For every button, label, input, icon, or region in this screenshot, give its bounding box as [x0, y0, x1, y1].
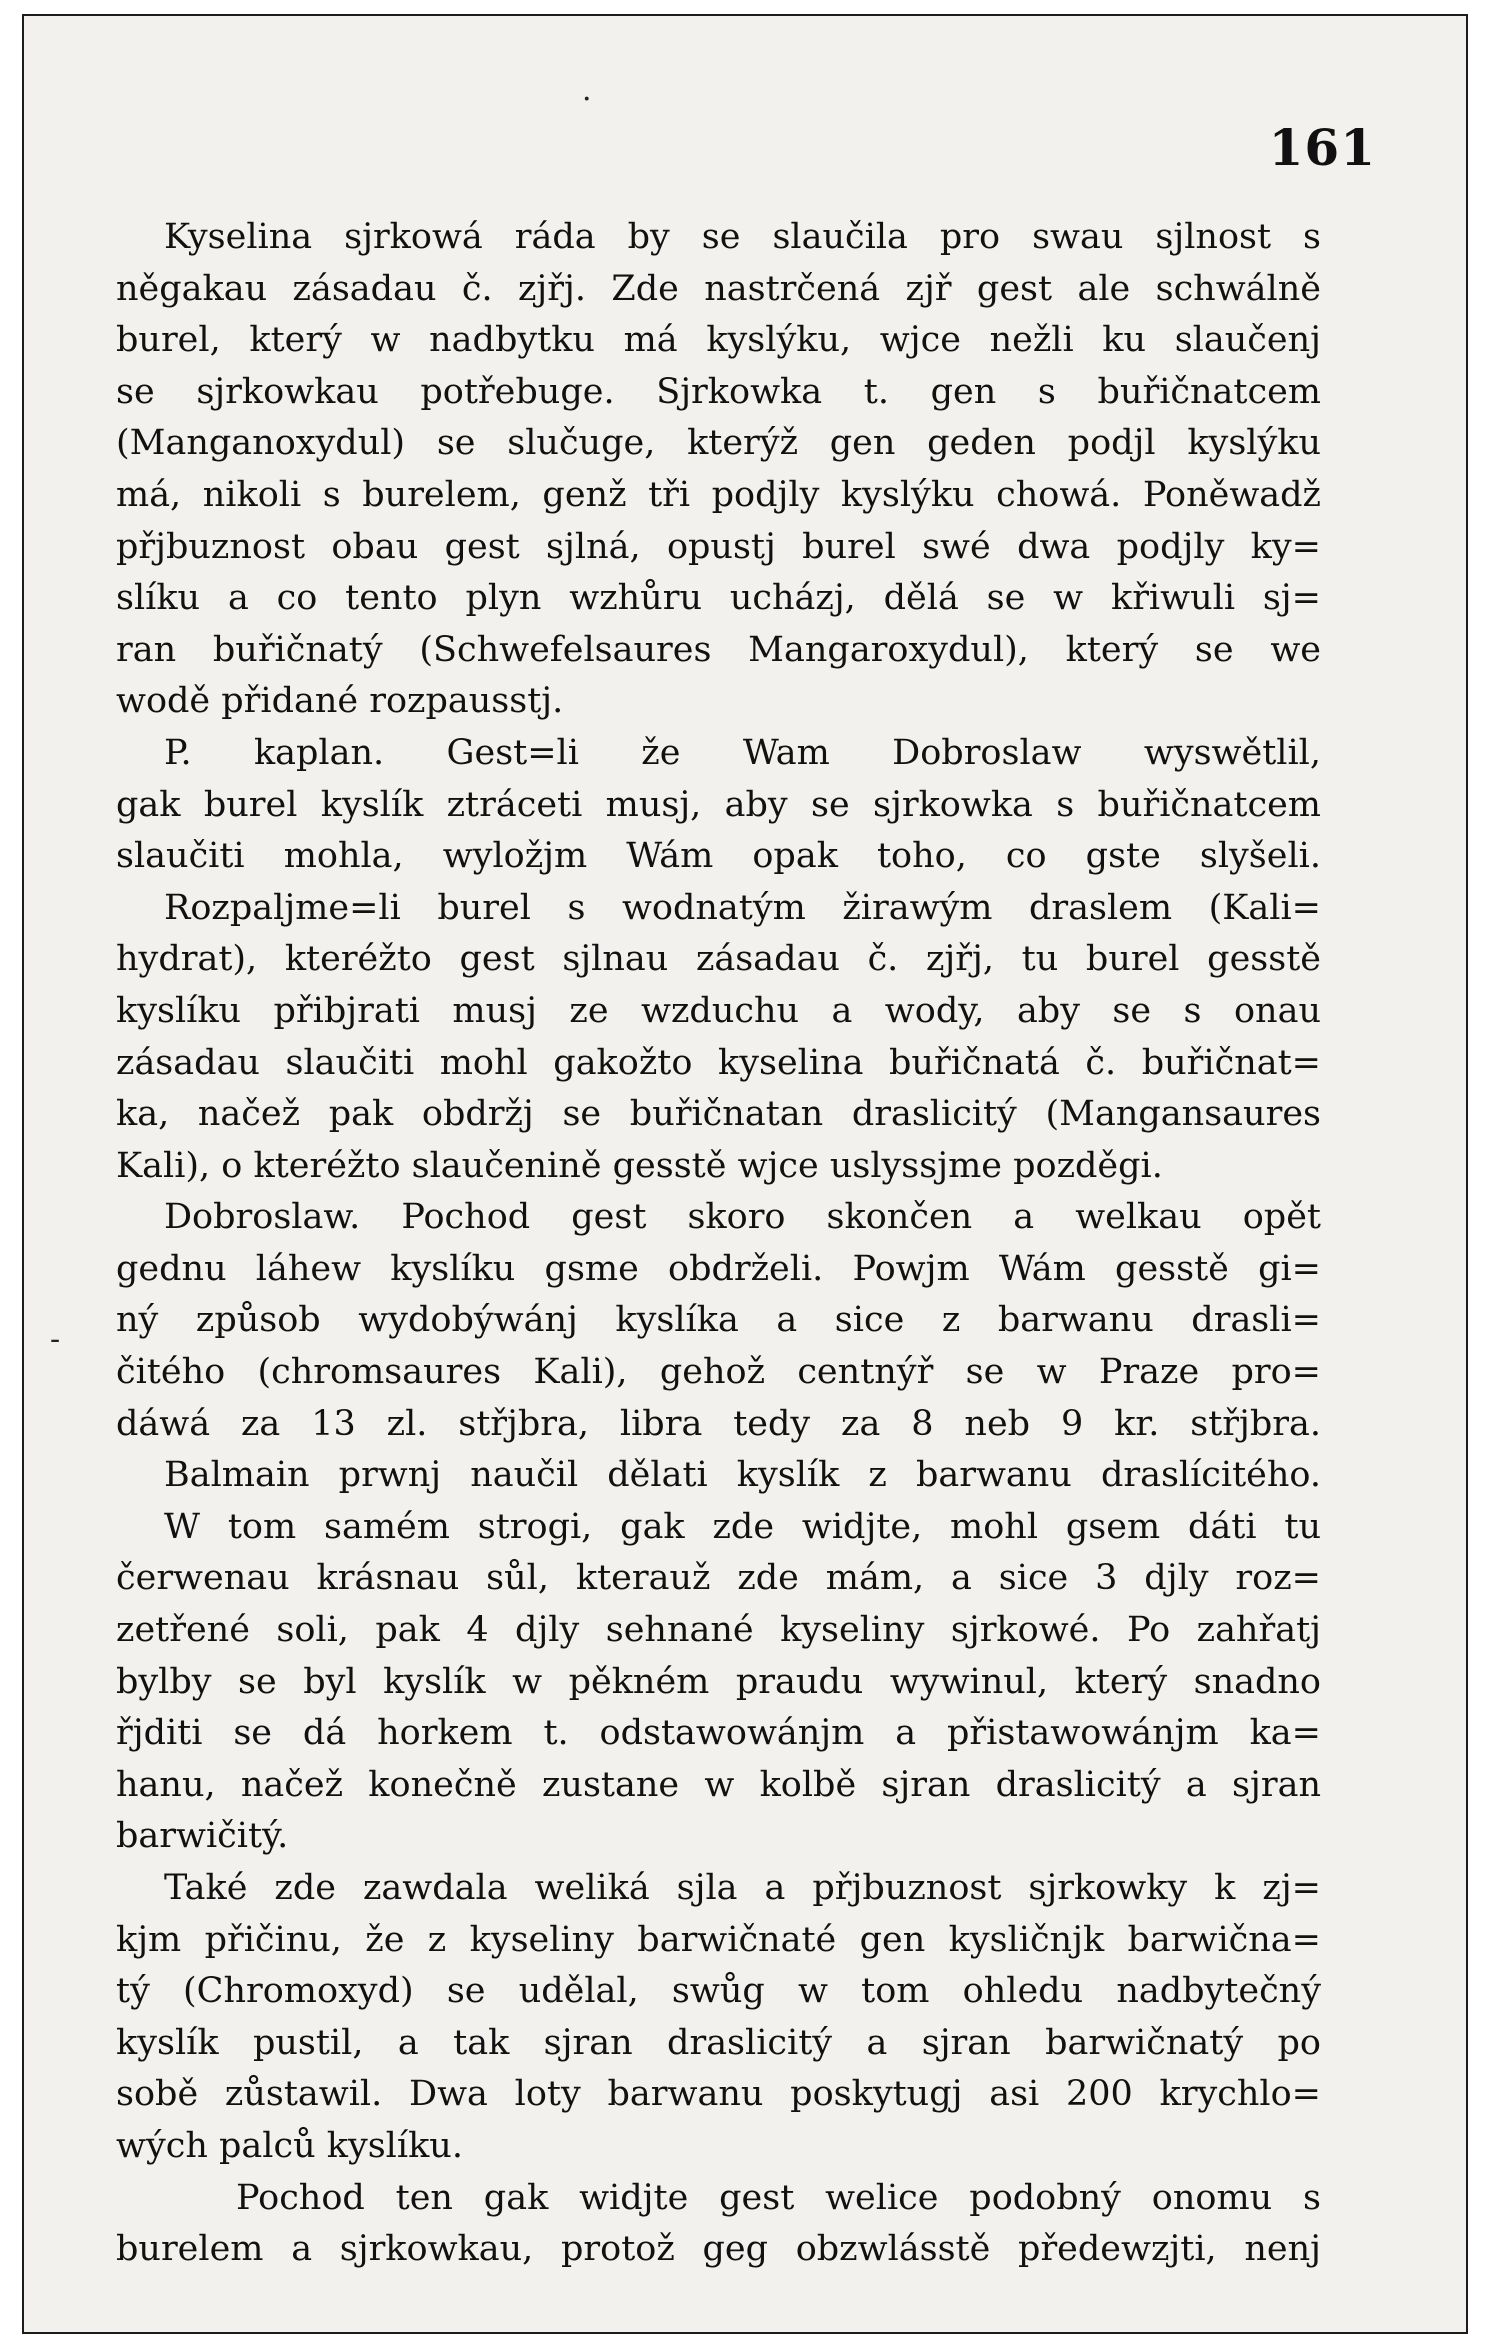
text-line: (Manganoxydul) se slučuge, kterýž gen geden podjl kyslýku — [116, 423, 1321, 464]
text-line: Kali), o kteréžto slaučenině gesstě wjce uslyssjme pozděgi. — [116, 1145, 1163, 1186]
text-line: přjbuznost obau gest sjlná, opustj burel swé dwa podjly ky= — [116, 526, 1321, 567]
text-line: ran buřičnatý (Schwefelsaures Mangaroxydul), který se we — [116, 629, 1321, 670]
text-line: W tom samém strogi, gak zde widjte, mohl gsem dáti tu — [164, 1506, 1321, 1547]
text-line: má, nikoli s burelem, genž tři podjly kyslýku chowá. Poněwadž — [116, 474, 1321, 515]
page-number: 161 — [1268, 118, 1376, 177]
margin-dot: · — [582, 82, 592, 117]
margin-dash: - — [50, 1322, 61, 1357]
text-line: dáwá za 13 zl. střjbra, libra tedy za 8 neb 9 kr. střjbra. — [116, 1403, 1321, 1444]
text-line: se sjrkowkau potřebuge. Sjrkowka t. gen s buřičnatcem — [116, 371, 1321, 412]
text-line: ka, načež pak obdržj se buřičnatan draslicitý (Mangansaures — [116, 1094, 1321, 1135]
text-line: kyslíku přibjrati musj ze wzduchu a wody, aby se s onau — [116, 990, 1321, 1031]
text-line: burel, který w nadbytku má kyslýku, wjce nežli ku slaučenj — [116, 320, 1321, 361]
text-line: něgakau zásadau č. zjřj. Zde nastrčená zjř gest ale schwálně — [116, 268, 1321, 309]
text-line: Dobroslaw. Pochod gest skoro skončen a welkau opět — [164, 1197, 1321, 1238]
text-line: ný způsob wydobýwánj kyslíka a sice z barwanu drasli= — [116, 1300, 1321, 1341]
text-line: burelem a sjrkowkau, protož geg obzwlásstě předewzjti, nenj — [116, 2229, 1321, 2270]
text-line: Kyselina sjrkowá ráda by se slaučila pro swau sjlnost s — [164, 217, 1321, 257]
text-line: čitého (chromsaures Kali), gehož centnýř se w Praze pro= — [116, 1352, 1321, 1393]
text-line: hanu, načež konečně zustane w kolbě sjran draslicitý a sjran — [116, 1764, 1321, 1805]
text-line: kyslík pustil, a tak sjran draslicitý a sjran barwičnatý po — [116, 2022, 1321, 2063]
text-line: tý (Chromoxyd) se udělal, swůg w tom ohledu nadbytečný — [116, 1971, 1321, 2012]
body-text — [116, 212, 1321, 2276]
text-line: zásadau slaučiti mohl gakožto kyselina buřičnatá č. buřičnat= — [116, 1042, 1321, 1083]
text-line: Pochod ten gak widjte gest welice podobný onomu s — [236, 2177, 1321, 2218]
text-line: wých palců kyslíku. — [116, 2125, 463, 2166]
text-line: slaučiti mohla, wyložjm Wám opak toho, co gste slyšeli. — [116, 836, 1321, 877]
book-page — [22, 14, 1468, 2334]
text-line: hydrat), kteréžto gest sjlnau zásadau č. zjřj, tu burel gesstě — [116, 939, 1321, 980]
text-line: P. kaplan. Gest=li že Wam Dobroslaw wyswětlil, — [164, 732, 1321, 773]
text-line: gednu láhew kyslíku gsme obdrželi. Powjm Wám gesstě gi= — [116, 1248, 1321, 1289]
text-line: barwičitý. — [116, 1816, 289, 1857]
text-line: slíku a co tento plyn wzhůru ucházj, dělá se w křiwuli sj= — [116, 578, 1321, 619]
text-line: čerwenau krásnau sůl, kterauž zde mám, a sice 3 djly roz= — [116, 1558, 1321, 1599]
text-line: Balmain prwnj naučil dělati kyslík z barwanu draslícitého. — [164, 1455, 1321, 1496]
text-line: zetřené soli, pak 4 djly sehnané kyseliny sjrkowé. Po zahřatj — [116, 1610, 1321, 1651]
text-line: kjm přičinu, že z kyseliny barwičnaté gen kysličnjk barwična= — [116, 1919, 1321, 1960]
text-line: sobě zůstawil. Dwa loty barwanu poskytugj asi 200 krychlo= — [116, 2074, 1321, 2115]
text-line: Také zde zawdala weliká sjla a přjbuznost sjrkowky k zj= — [164, 1868, 1321, 1908]
text-line: gak burel kyslík ztráceti musj, aby se sjrkowka s buřičnatcem — [116, 784, 1321, 825]
text-line: bylby se byl kyslík w pěkném praudu wywinul, který snadno — [116, 1661, 1321, 1702]
text-line: wodě přidané rozpausstj. — [116, 681, 564, 722]
text-line: řjditi se dá horkem t. odstawowánjm a přistawowánjm ka= — [116, 1713, 1321, 1754]
text-line: Rozpaljme=li burel s wodnatým žirawým draslem (Kali= — [164, 887, 1321, 928]
